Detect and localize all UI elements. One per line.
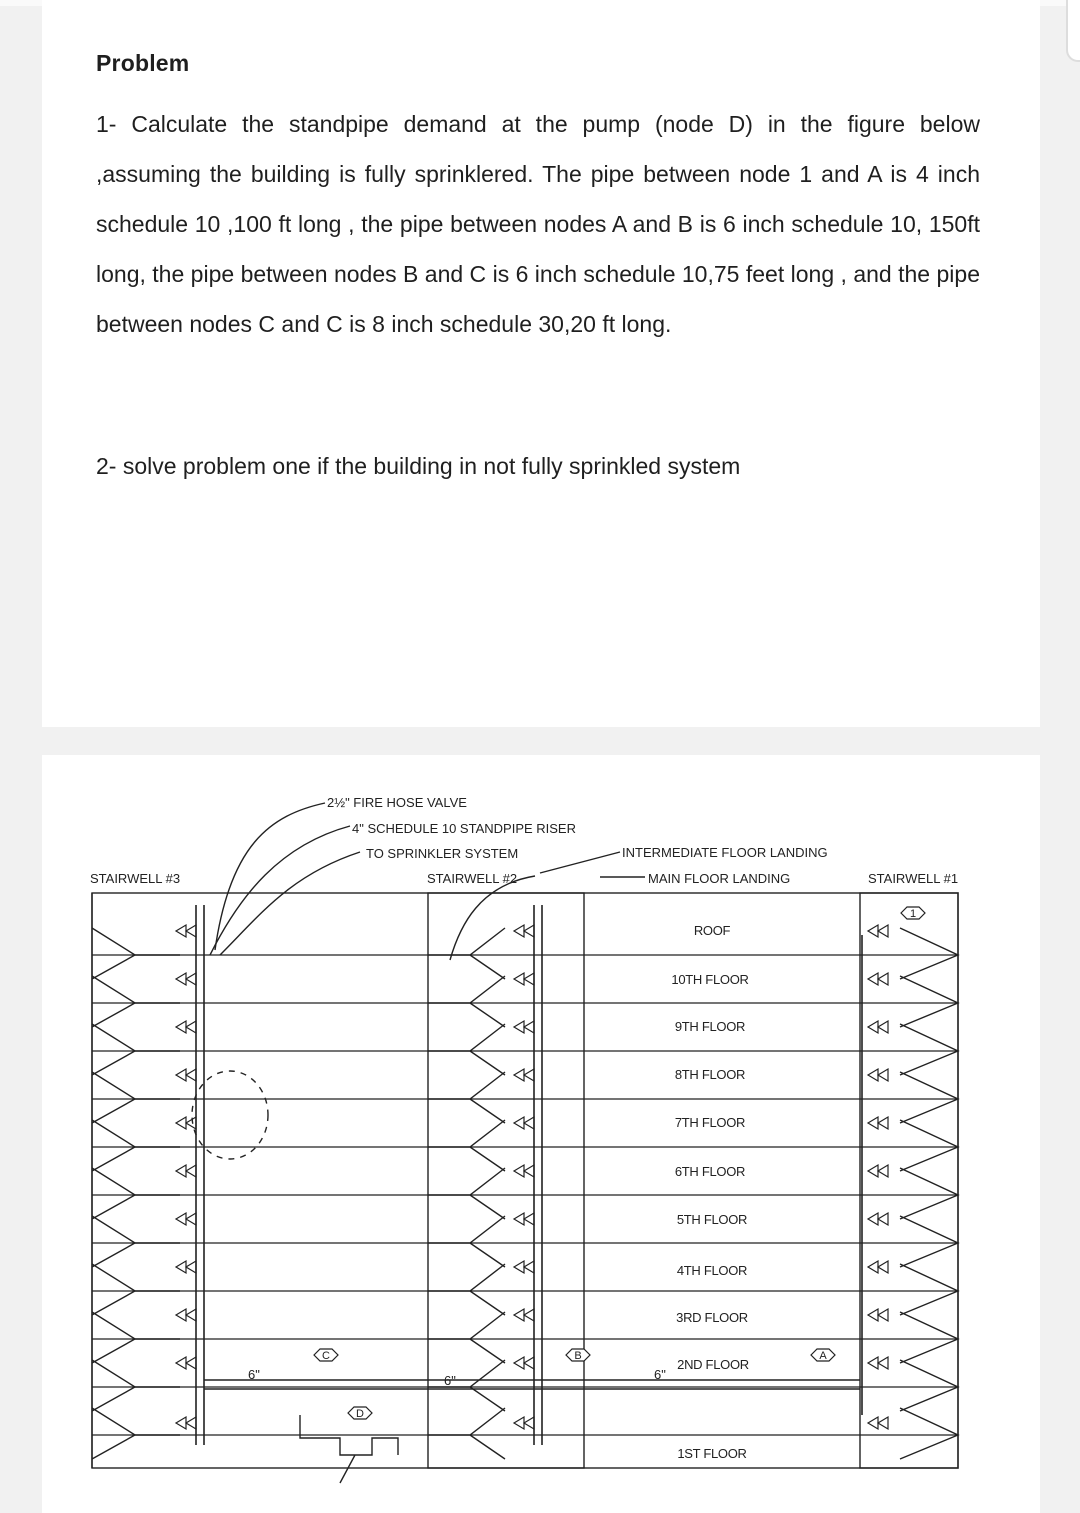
stairwell-3-label: STAIRWELL #3 <box>90 871 181 886</box>
supply-main <box>204 1380 860 1389</box>
standpipe-riser-diagram <box>0 755 1080 1513</box>
floor-label-2: 2ND FLOOR <box>677 1357 749 1372</box>
node-b-label: B <box>574 1350 582 1362</box>
node-1-label: 1 <box>909 908 917 920</box>
node-d-label: D <box>356 1408 364 1420</box>
riser-stairwell-2 <box>534 905 542 1445</box>
floor-label-4: 4TH FLOOR <box>676 1263 748 1278</box>
callout-sprinkler: TO SPRINKLER SYSTEM <box>366 846 519 861</box>
floor-label-roof: ROOF <box>693 923 731 938</box>
leader-hose-valve <box>215 803 325 950</box>
question-1: 1- Calculate the standpipe demand at the pump (node D) in the figure below ,assuming the building is fully sprinklered. The pipe between node 1 and A is 4 inch schedule 10 ,100 ft long , the pipe between nodes A and B is 6 inch schedule 10, 150ft long, the pipe between nodes B and C is 6 inch schedule 10,75 feet long , and the pipe between nodes C and C is 8 inch schedule 30,20 ft long. <box>96 111 980 337</box>
riser-stairwell-3 <box>196 905 204 1445</box>
floor-label-10: 10TH FLOOR <box>671 972 749 987</box>
leader-riser <box>210 826 350 955</box>
node-c-label: C <box>322 1350 330 1362</box>
floor-label-9: 9TH FLOOR <box>674 1019 746 1034</box>
question-2: 2- solve problem one if the building in not fully sprinkled system <box>96 453 741 479</box>
pipe-size-middle: 6" <box>444 1373 456 1388</box>
stairwell-2-label: STAIRWELL #2 <box>427 871 518 886</box>
callout-main-landing: MAIN FLOOR LANDING <box>648 871 791 886</box>
callout-intermediate: INTERMEDIATE FLOOR LANDING <box>622 845 828 860</box>
pipe-size-right: 6" <box>654 1367 666 1382</box>
stairwell-1-label: STAIRWELL #1 <box>868 871 959 886</box>
problem-title: Problem <box>96 50 190 76</box>
callout-hose-valve: 2½" FIRE HOSE VALVE <box>327 795 467 810</box>
stairwell-1-box <box>860 893 958 1468</box>
floor-label-6: 6TH FLOOR <box>674 1164 746 1179</box>
leader-intermediate <box>540 852 620 873</box>
floor-label-1: 1ST FLOOR <box>677 1446 747 1461</box>
scroll-indicator[interactable] <box>1066 0 1080 62</box>
pipe-size-left: 6" <box>248 1367 260 1382</box>
hose-valves <box>176 925 888 1429</box>
floor-label-8: 8TH FLOOR <box>674 1067 746 1082</box>
leader-stairwell-2 <box>450 876 535 960</box>
floor-label-3: 3RD FLOOR <box>676 1310 748 1325</box>
floor-label-5: 5TH FLOOR <box>676 1212 748 1227</box>
callout-riser: 4" SCHEDULE 10 STANDPIPE RISER <box>352 821 576 836</box>
node-a-label: A <box>819 1350 827 1362</box>
floor-label-7: 7TH FLOOR <box>674 1115 746 1130</box>
pump-connection <box>300 1415 398 1483</box>
